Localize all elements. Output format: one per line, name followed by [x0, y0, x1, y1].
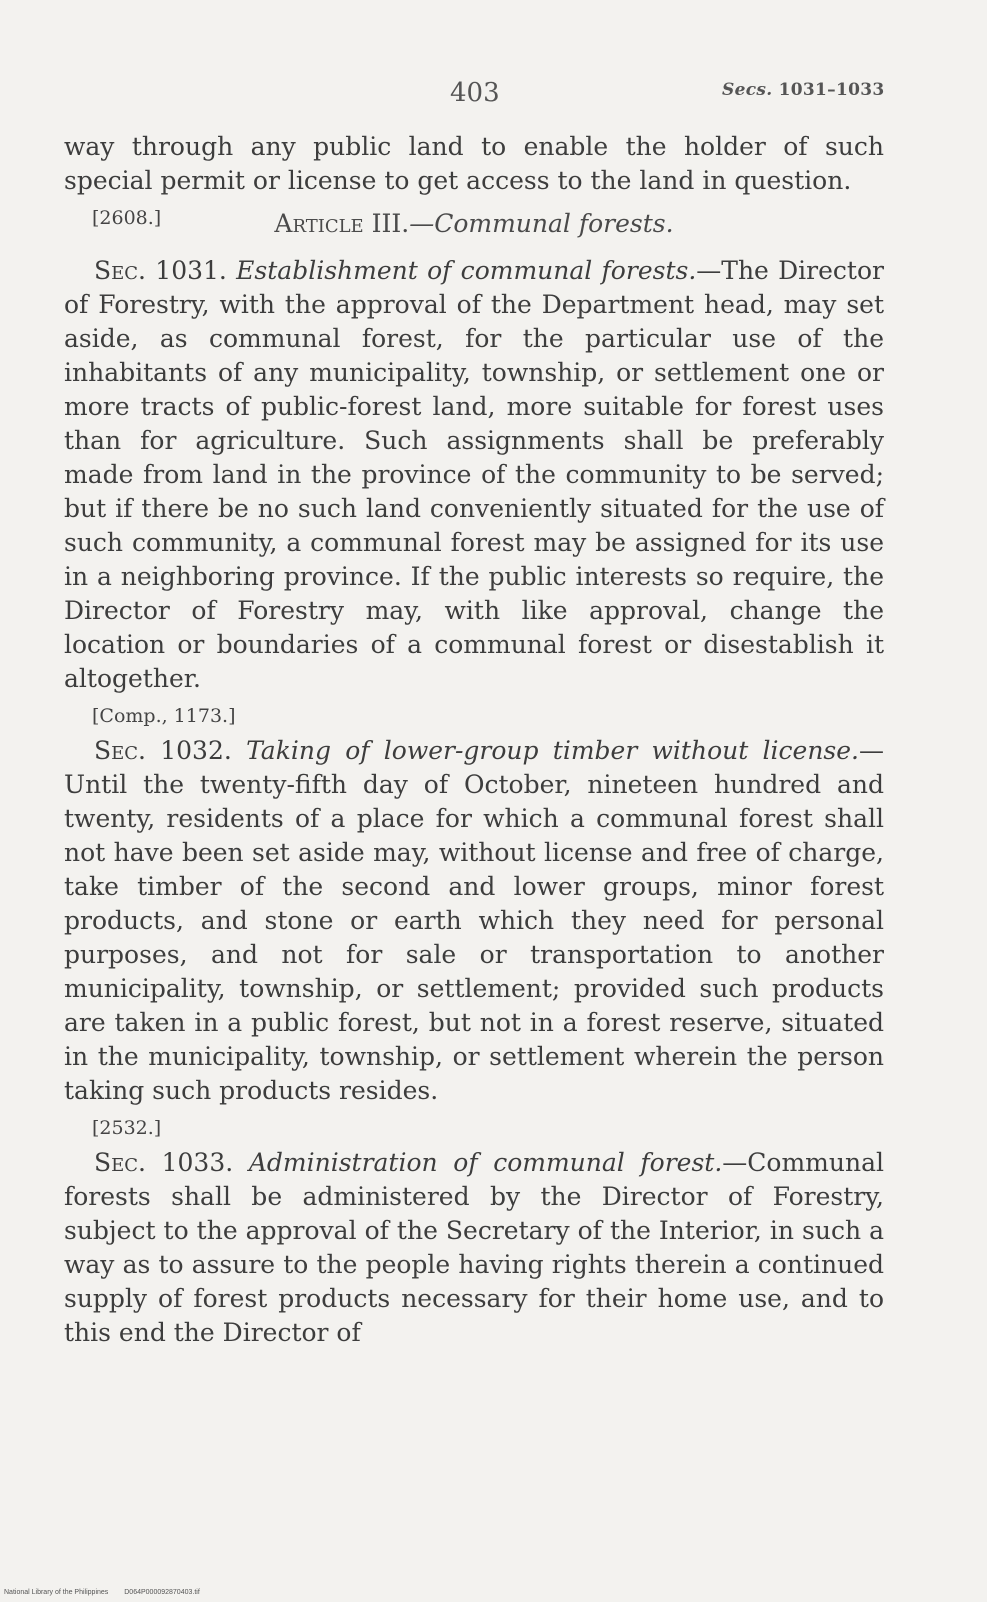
running-head	[722, 80, 885, 100]
page-number: 403	[450, 78, 500, 108]
section-1031-label: Sec. 1031.	[94, 256, 227, 285]
article-title: —Communal forests.	[409, 209, 674, 238]
running-head-range: 1031–1033	[778, 80, 885, 100]
footer-library: National Library of the Philippines	[4, 1589, 109, 1596]
article-heading	[64, 206, 884, 242]
section-1033-text: —Communal forests shall be administered by the Director of Forestry, subject to the approval of the Secretary of the Interior, in such a way as to assure to the people having rights therein a continued supply of forest products necessary for their home use, and to this end the Director of	[64, 1148, 884, 1347]
article-label: Article III.	[274, 209, 410, 238]
section-1031-text: —The Director of Forestry, with the approval of the Department head, may set aside, as communal forest, for the particular use of the inhabitants of any municipality, township, or settlement one or more tracts of public-forest land, more suitable for forest uses than for agriculture. Such assignments shall be preferably made from land in the province of the community to be served; but if there be no such land conveniently situated for the use of such community, a communal forest may be assigned for its use in a neighboring province. If the public interests so require, the Director of Forestry may, with like approval, change the location or boundaries of a communal forest or disestablish it altogether.	[64, 256, 884, 693]
section-1033-title: Administration of communal forest.	[248, 1148, 723, 1177]
footer-identifier: D064P000092870403.tif	[124, 1589, 200, 1596]
scan-footer	[4, 1589, 214, 1596]
section-1032	[64, 734, 884, 1108]
section-1032-title: Taking of lower-group timber without license.	[246, 736, 859, 765]
continuation-paragraph: way through any public land to enable the holder of such special permit or license to get access to the land in question.	[64, 132, 884, 195]
section-1031-title: Establishment of communal forests.	[236, 256, 697, 285]
section-1032-label: Sec. 1032.	[94, 736, 232, 765]
reference-comp-1173: [Comp., 1173.]	[92, 705, 236, 727]
section-1032-text: —Until the twenty-fifth day of October, nineteen hundred and twenty, residents of a place for which a communal forest shall not have been set aside may, without license and free of charge, take timber of the second and lower groups, minor forest products, and stone or earth which they need for personal purposes, and not for sale or transportation to another municipality, township, or settlement; provided such products are taken in a public forest, but not in a forest reserve, situated in the municipality, township, or settlement wherein the person taking such products resides.	[64, 736, 884, 1105]
reference-2532: [2532.]	[92, 1117, 162, 1139]
reference-2608: [2608.]	[92, 207, 162, 229]
running-head-label: Secs.	[722, 80, 773, 100]
body-text	[64, 130, 884, 1350]
section-1033	[64, 1146, 884, 1350]
section-1033-label: Sec. 1033.	[94, 1148, 234, 1177]
section-1031	[64, 254, 884, 696]
